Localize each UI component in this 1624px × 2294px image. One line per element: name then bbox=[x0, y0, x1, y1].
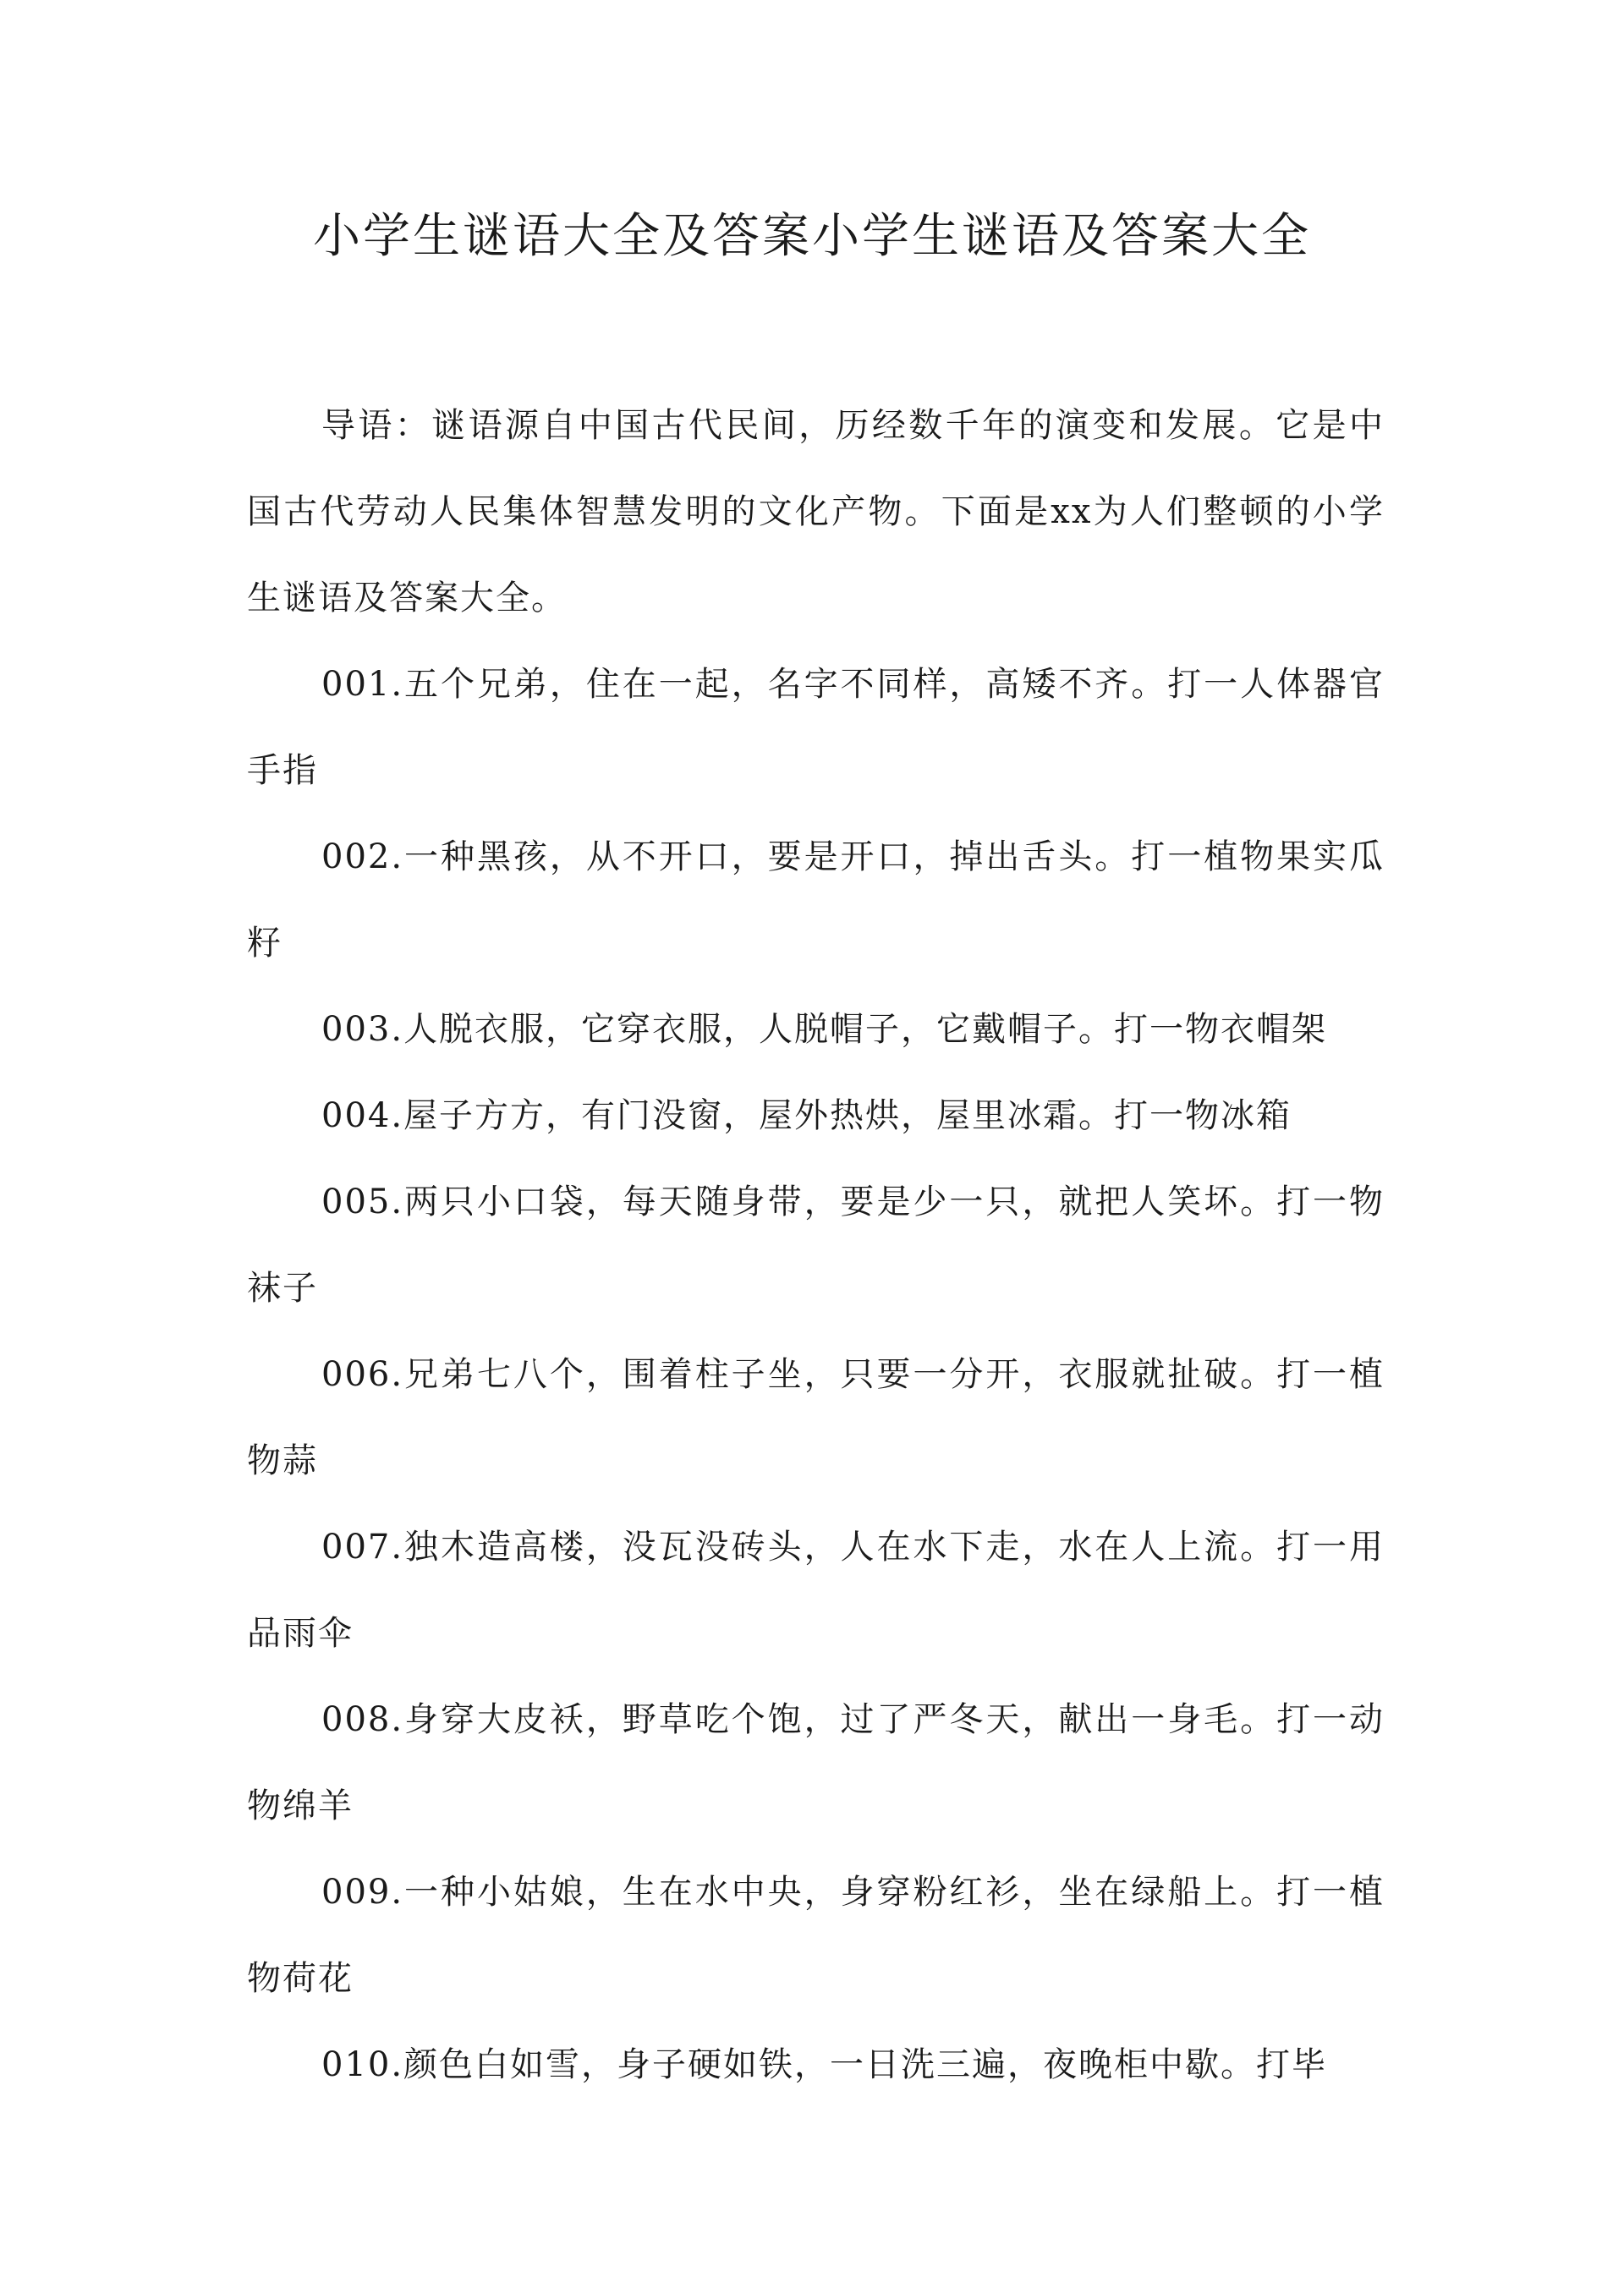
intro-paragraph: 导语：谜语源自中国古代民间，历经数千年的演变和发展。它是中国古代劳动人民集体智慧发明的文化产物。下面是xx为人们整顿的小学生谜语及答案大全。 bbox=[247, 406, 1385, 617]
riddle-item: 003.人脱衣服，它穿衣服，人脱帽子，它戴帽子。打一物衣帽架 bbox=[321, 1010, 1328, 1049]
riddle-item: 010.颜色白如雪，身子硬如铁，一日洗三遍，夜晚柜中歇。打毕 bbox=[321, 2045, 1328, 2084]
riddle-item: 002.一种黑孩，从不开口，要是开口，掉出舌头。打一植物果实瓜籽 bbox=[247, 837, 1385, 963]
riddle-item: 008.身穿大皮袄，野草吃个饱，过了严冬天，献出一身毛。打一动物绵羊 bbox=[247, 1700, 1385, 1825]
riddle-item: 007.独木造高楼，没瓦没砖头，人在水下走，水在人上流。打一用品雨伞 bbox=[247, 1528, 1385, 1653]
riddle-item: 004.屋子方方，有门没窗，屋外热烘，屋里冰霜。打一物冰箱 bbox=[321, 1096, 1292, 1135]
document-title: 小学生谜语大全及答案小学生谜语及答案大全 bbox=[313, 209, 1311, 264]
riddle-item: 005.两只小口袋，每天随身带，要是少一只，就把人笑坏。打一物袜子 bbox=[247, 1183, 1385, 1308]
riddle-item: 001.五个兄弟，住在一起，名字不同样，高矮不齐。打一人体器官手指 bbox=[247, 665, 1385, 790]
riddle-item: 009.一种小姑娘，生在水中央，身穿粉红衫，坐在绿船上。打一植物荷花 bbox=[247, 1873, 1385, 1998]
document-body bbox=[247, 382, 1385, 2108]
riddle-item: 006.兄弟七八个，围着柱子坐，只要一分开，衣服就扯破。打一植物蒜 bbox=[247, 1355, 1385, 1480]
